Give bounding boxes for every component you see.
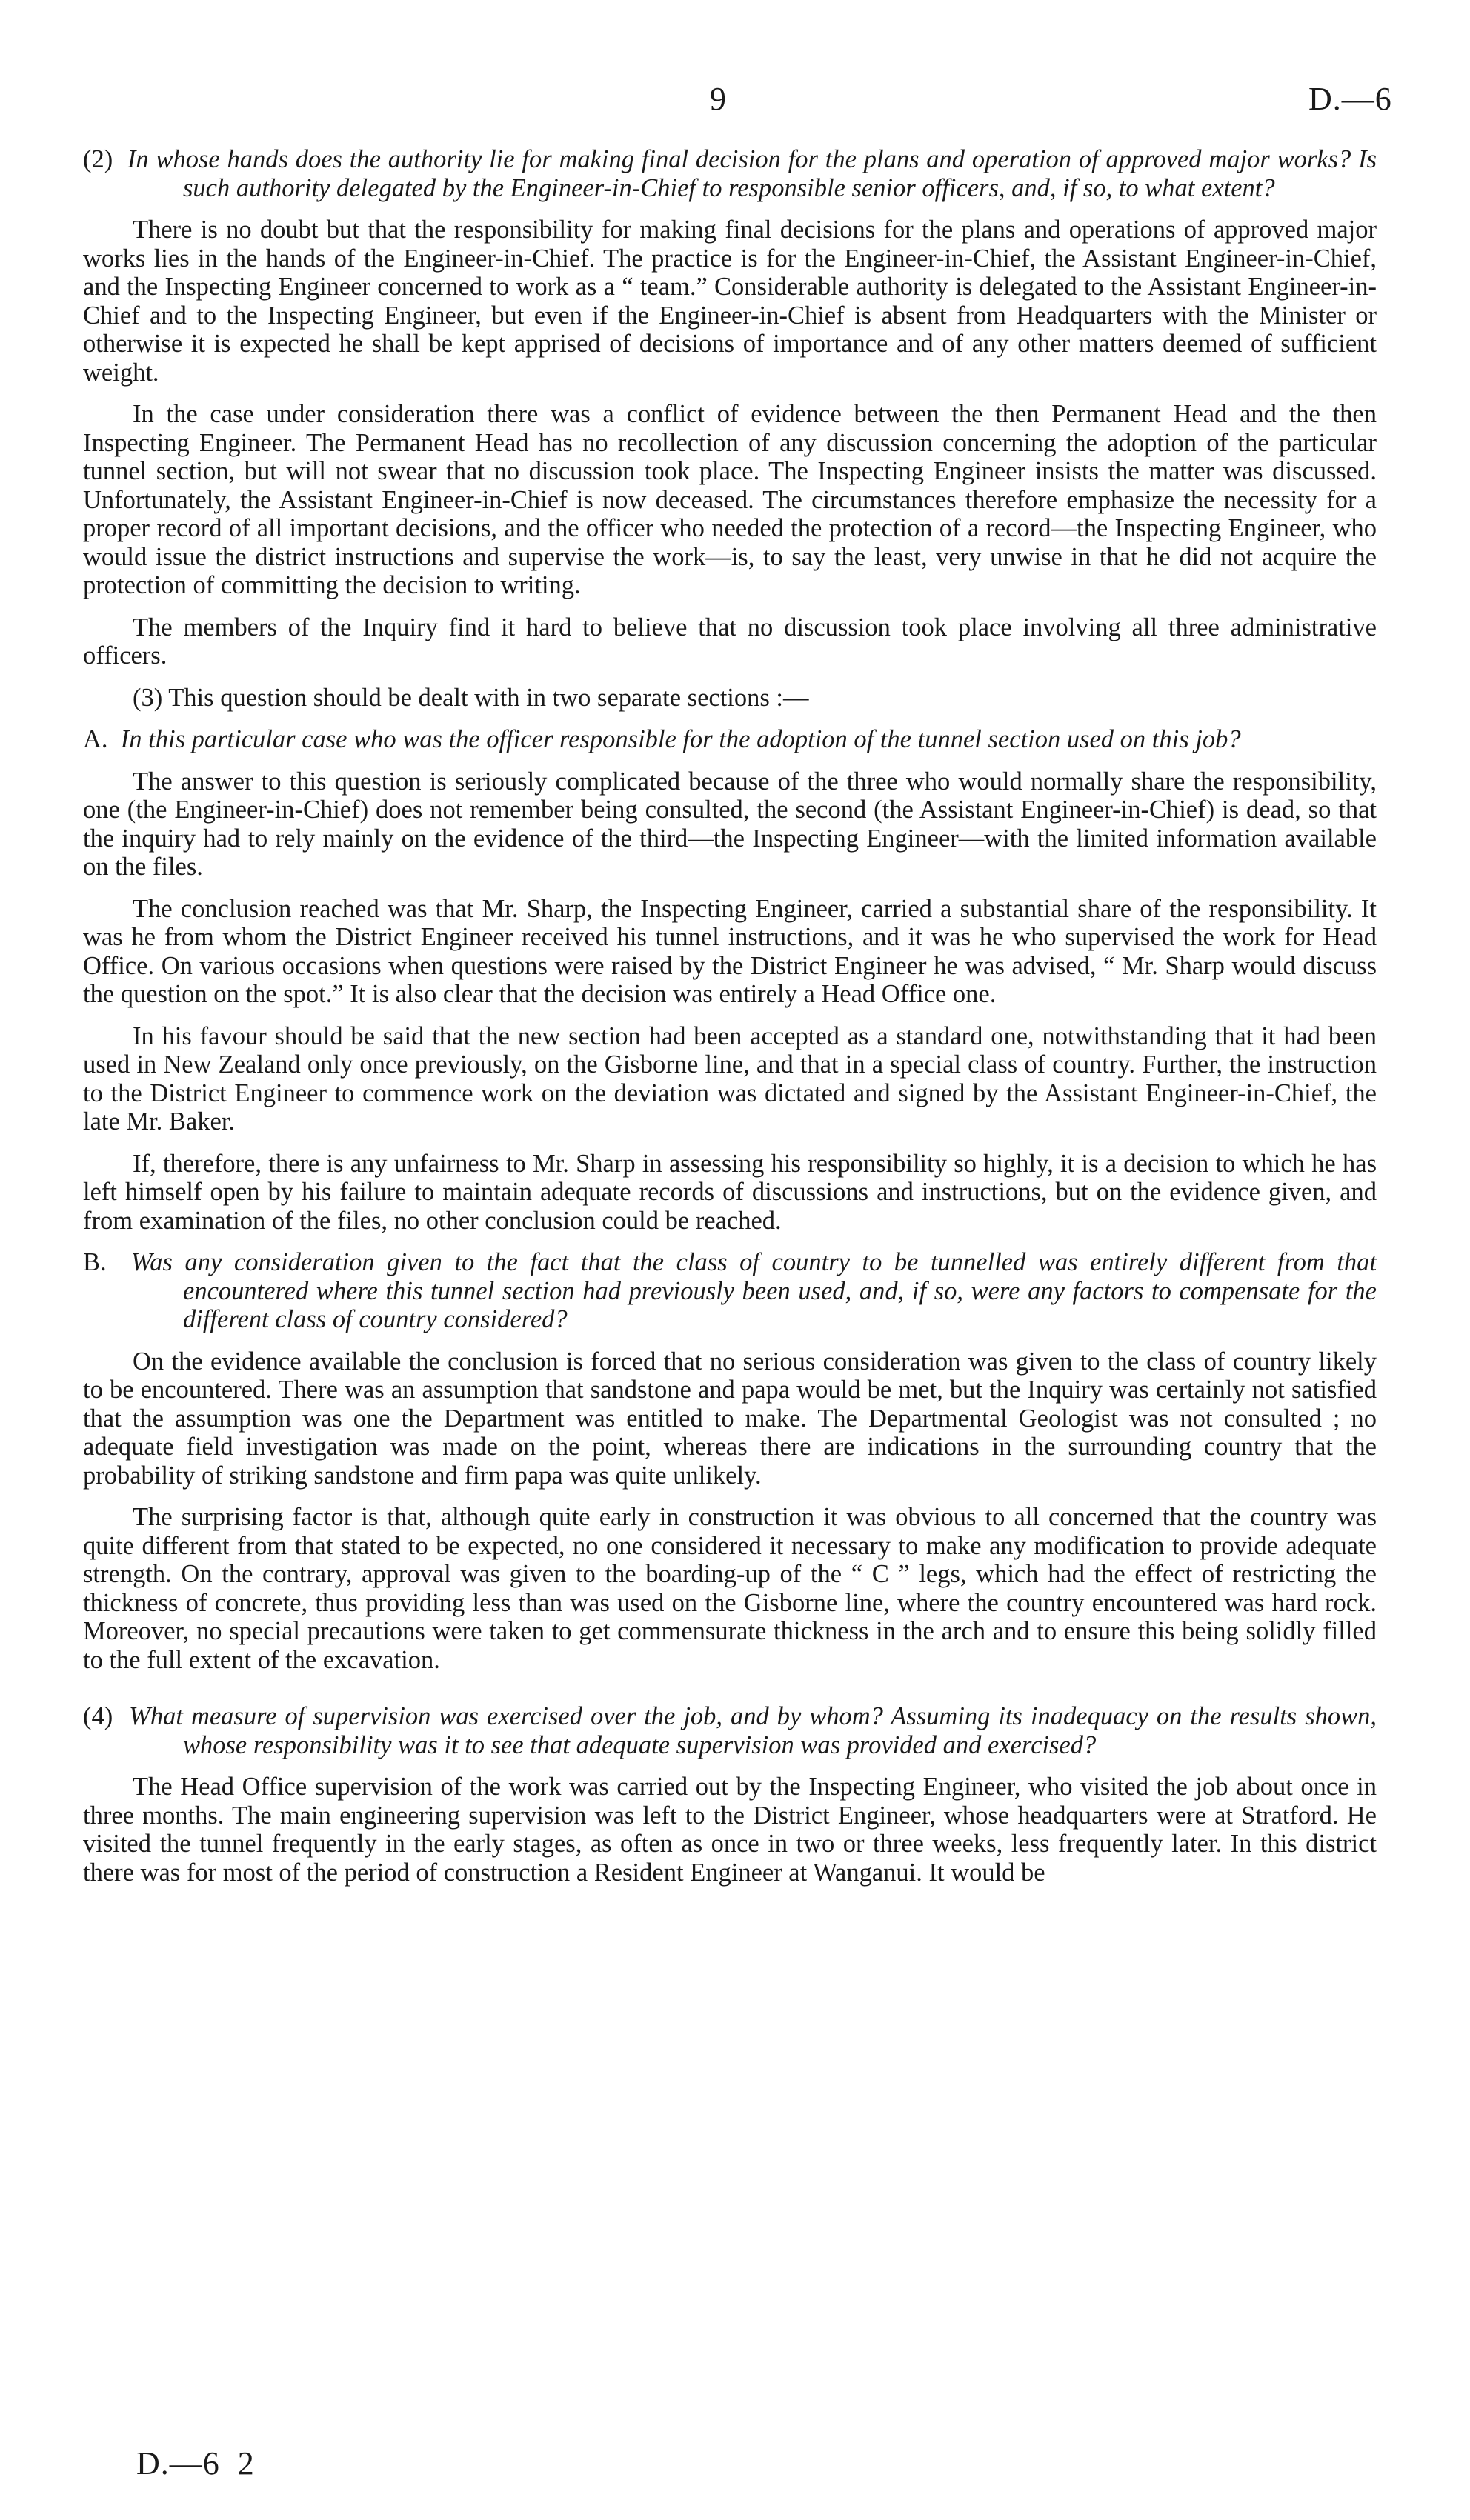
page-body — [83, 145, 1377, 1900]
paragraph: There is no doubt but that the responsibility for making final decisions for the plans and operations of approved major works lies in the hands of the Engineer-in-Chief. The practice is for the Engineer-in-Chief, the Assistant Engineer-in-Chief, and the Inspecting Engineer concerned to work as a “ team.” Considerable authority is delegated to the Assistant Engineer-in-Chief and to the Inspecting Engineer, but even if the Engineer-in-Chief is absent from Headquarters with the Minister or otherwise it is expected he shall be kept apprised of decisions of importance and of any other matters deemed of sufficient weight. — [83, 216, 1377, 387]
question-3-intro: (3) This question should be dealt with in two separate sections :— — [133, 683, 809, 712]
paragraph: The surprising factor is that, although quite early in construction it was obvious to all concerned that the country was quite different from that stated to be expected, no one considered it necessary to make any modification to provide adequate strength. On the contrary, approval was given to the boarding-up of the “ C ” legs, which had the effect of restricting the thickness of concrete, thus providing less than was used on the Gisborne line, where the country encountered was hard rock. Moreover, no special precautions were taken to get commensurate thickness in the arch and to ensure this being solidly filled to the full extent of the excavation. — [83, 1503, 1377, 1674]
question-2 — [83, 145, 1377, 202]
paragraph: In the case under consideration there was a conflict of evidence between the then Permanent Head and the then Inspecting Engineer. The Permanent Head has no recollection of any discussion concerning the adoption of the particular tunnel section, but will not swear that no discussion took place. The Inspecting Engineer insists the matter was discussed. Unfortunately, the Assistant Engineer-in-Chief is now deceased. The circumstances therefore emphasize the necessity for a proper record of all important decisions, and the officer who needed the protection of a record—the Inspecting Engineer, who would issue the district instructions and supervise the work—is, to say the least, very unwise in that he did not acquire the protection of committing the decision to writing. — [83, 400, 1377, 599]
question-text: In this particular case who was the officer responsible for the adoption of the tunnel section used on this job? — [120, 725, 1241, 753]
section-a-question — [83, 725, 1377, 754]
paragraph: The Head Office supervision of the work was carried out by the Inspecting Engineer, who visited the job about once in three months. The main engineering supervision was left to the District Engineer, whose headquarters were at Stratford. He visited the tunnel frequently in the early stages, as often as once in two or three weeks, less frequently later. In this district there was for most of the period of construction a Resident Engineer at Wanganui. It would be — [83, 1773, 1377, 1887]
question-text: Was any consideration given to the fact that the class of country to be tunnelled was entirely different from that encountered where this tunnel section had previously been used, and, if so, were any factors to compensate for the different class of country considered? — [130, 1248, 1377, 1333]
question-number: (4) — [83, 1702, 113, 1730]
paragraph: In his favour should be said that the new section had been accepted as a standard one, notwithstanding that it had been used in New Zealand only once previously, on the Gisborne line, and that in a special class of country. Further, the instruction to the District Engineer to commence work on the deviation was dictated and signed by the Assistant Engineer-in-Chief, the late Mr. Baker. — [83, 1021, 1377, 1136]
question-4 — [83, 1702, 1377, 1759]
question-text: In whose hands does the authority lie for making final decision for the plans and operation of approved major works? Is such authority delegated by the Engineer-in-Chief to responsible senior officers, and, if so, to what extent? — [127, 145, 1377, 202]
paragraph: If, therefore, there is any unfairness to Mr. Sharp in assessing his responsibility so highly, it is a decision to which he has left himself open by his failure to maintain adequate records of discussions and instructions, but on the evidence given, and from examination of the files, no other conclusion could be reached. — [83, 1149, 1377, 1235]
paragraph: The members of the Inquiry find it hard to believe that no discussion took place involving all three administrative officers. — [83, 613, 1377, 670]
section-b-question — [83, 1248, 1377, 1334]
page-number: 9 — [710, 81, 727, 117]
section-label: B. — [83, 1248, 107, 1276]
section-label: A. — [83, 725, 108, 753]
paragraph: The conclusion reached was that Mr. Sharp, the Inspecting Engineer, carried a substantial share of the responsibility. It was he from whom the District Engineer received his tunnel instructions, and it was he who supervised the work for Head Office. On various occasions when questions were raised by the District Engineer he was advised, “ Mr. Sharp would discuss the question on the spot.” It is also clear that the decision was entirely a Head Office one. — [83, 894, 1377, 1008]
document-reference: D.—6 — [1308, 81, 1392, 117]
question-number: (2) — [83, 145, 113, 173]
page-footer — [136, 2444, 255, 2482]
paragraph: The answer to this question is seriously complicated because of the three who would normally share the responsibility, one (the Engineer-in-Chief) does not remember being consulted, the second (the Assistant Engineer-in-Chief) is dead, so that the inquiry had to rely mainly on the evidence of the third—the Inspecting Engineer—with the limited information available on the files. — [83, 767, 1377, 881]
question-text: What measure of supervision was exercised over the job, and by whom? Assuming its inadequacy on the results shown, whose responsibility was it to see that adequate supervision was provided and exercised? — [129, 1702, 1377, 1759]
footer-doc-ref: D.—6 — [136, 2445, 220, 2481]
footer-part: 2 — [237, 2445, 255, 2481]
paragraph: On the evidence available the conclusion is forced that no serious consideration was given to the class of country likely to be encountered. There was an assumption that sandstone and papa would be met, but the Inquiry was certainly not satisfied that the assumption was one the Department was entitled to make. The Departmental Geologist was not consulted ; no adequate field investigation was made on the point, whereas there are indications in the surrounding country that the probability of striking sandstone and firm papa was quite unlikely. — [83, 1347, 1377, 1490]
